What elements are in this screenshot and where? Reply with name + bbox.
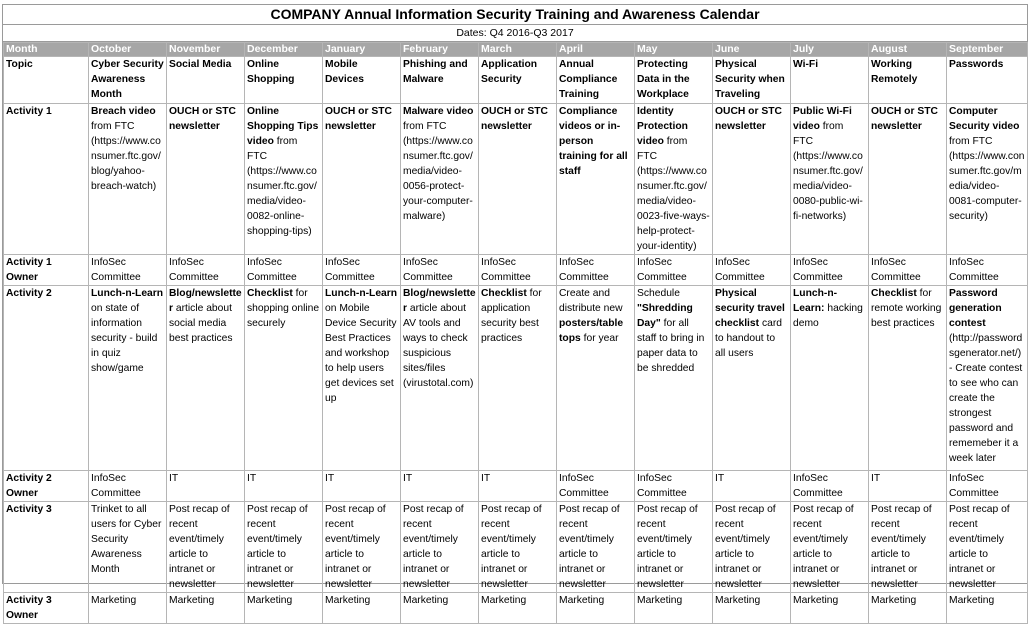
activity-2-text: article about social media best practices: [169, 303, 233, 344]
activity-1-cell[interactable]: [791, 104, 869, 255]
activity-2-text: hacking demo: [793, 303, 863, 329]
row-label-activity-1-owner[interactable]: Activity 1 Owner: [4, 255, 89, 286]
activity-1-bold: OUCH or STC newsletter: [871, 106, 938, 132]
activity-3-owner-cell[interactable]: Marketing: [323, 593, 401, 624]
activity-1-bold: Computer Security video: [949, 106, 1020, 132]
activity-2-owner-cell[interactable]: IT: [401, 471, 479, 502]
activity-2-cell[interactable]: [635, 286, 713, 471]
activity-2-owner-cell[interactable]: IT: [245, 471, 323, 502]
activity-2-bold: Lunch-n-Learn:: [793, 288, 838, 314]
activity-3-cell[interactable]: Post recap of recent event/timely article to intranet or newsletter: [245, 502, 323, 593]
activity-1-cell[interactable]: [89, 104, 167, 255]
activity-1-text: from FTC (https://www.consumer.ftc.gov/media/video-0056-protect-your-computer-malware): [403, 121, 473, 222]
activity-2-cell[interactable]: [323, 286, 401, 471]
activity-1-owner-cell[interactable]: InfoSec Committee: [947, 255, 1028, 286]
activity-3-cell[interactable]: Post recap of recent event/timely article to intranet or newsletter: [869, 502, 947, 593]
activity-2-owner-cell[interactable]: InfoSec Committee: [947, 471, 1028, 502]
activity-1-bold: Public Wi-Fi video: [793, 106, 852, 132]
activity-1-cell[interactable]: [167, 104, 245, 255]
topic-cell[interactable]: Annual Compliance Training: [557, 57, 635, 104]
activity-2-bold: Lunch-n-Learn: [91, 288, 164, 299]
activity-2-owner-cell[interactable]: IT: [167, 471, 245, 502]
activity-2-text: Create and distribute new: [559, 288, 623, 314]
activity-2-cell[interactable]: [245, 286, 323, 471]
activity-1-owner-cell[interactable]: InfoSec Committee: [713, 255, 791, 286]
activity-2-owner-cell[interactable]: IT: [869, 471, 947, 502]
row-label-activity-2[interactable]: Activity 2: [4, 286, 89, 471]
activity-2-bold: Lunch-n-Learn: [325, 288, 398, 299]
row-label-activity-2-owner[interactable]: Activity 2 Owner: [4, 471, 89, 502]
activity-1-owner-cell[interactable]: InfoSec Committee: [479, 255, 557, 286]
activity-1-text: from FTC (https://www.consumer.ftc.gov/media/video-0080-public-wi-fi-networks): [793, 121, 863, 222]
activity-3-cell[interactable]: Post recap of recent event/timely article to intranet or newsletter: [635, 502, 713, 593]
activity-1-bold: Malware video: [403, 106, 474, 117]
activity-3-cell[interactable]: Post recap of recent event/timely article to intranet or newsletter: [791, 502, 869, 593]
header-month[interactable]: November: [167, 43, 245, 57]
topic-cell[interactable]: Protecting Data in the Workplace: [635, 57, 713, 104]
activity-3-owner-cell[interactable]: Marketing: [167, 593, 245, 624]
activity-3-owner-cell[interactable]: Marketing: [947, 593, 1028, 624]
topic-cell[interactable]: Phishing and Malware: [401, 57, 479, 104]
row-label-activity-3[interactable]: Activity 3: [4, 502, 89, 593]
calendar-title[interactable]: COMPANY Annual Information Security Training and Awareness Calendar: [3, 5, 1027, 25]
activity-2-owner-cell[interactable]: IT: [323, 471, 401, 502]
activity-2-bold: Checklist: [247, 288, 293, 299]
activity-1-cell[interactable]: [869, 104, 947, 255]
activity-2-owner-cell[interactable]: InfoSec Committee: [89, 471, 167, 502]
activity-3-cell[interactable]: Post recap of recent event/timely article to intranet or newsletter: [401, 502, 479, 593]
activity-1-bold: OUCH or STC newsletter: [325, 106, 392, 132]
activity-1-owner-cell[interactable]: InfoSec Committee: [167, 255, 245, 286]
activity-2-owner-cell[interactable]: InfoSec Committee: [557, 471, 635, 502]
activity-3-owner-cell[interactable]: Marketing: [791, 593, 869, 624]
activity-3-owner-cell[interactable]: Marketing: [713, 593, 791, 624]
activity-2-bold: Blog/newsletter: [169, 288, 242, 314]
activity-2-owner-cell[interactable]: IT: [713, 471, 791, 502]
activity-1-owner-cell[interactable]: InfoSec Committee: [89, 255, 167, 286]
activity-3-owner-cell[interactable]: Marketing: [635, 593, 713, 624]
activity-1-cell[interactable]: [635, 104, 713, 255]
topic-cell[interactable]: Social Media: [167, 57, 245, 104]
activity-1-owner-cell[interactable]: InfoSec Committee: [245, 255, 323, 286]
activity-3-owner-cell[interactable]: Marketing: [245, 593, 323, 624]
activity-2-bold: Password generation contest: [949, 288, 1002, 329]
activity-3-cell[interactable]: Post recap of recent event/timely article to intranet or newsletter: [167, 502, 245, 593]
activity-2-text: on Mobile Device Security Best Practices and workshop to help users get devices set up: [325, 303, 397, 404]
activity-1-cell[interactable]: [713, 104, 791, 255]
header-month-label[interactable]: Month: [4, 43, 89, 57]
activity-2-bold: Checklist: [871, 288, 917, 299]
topic-cell[interactable]: Application Security: [479, 57, 557, 104]
calendar-table: [3, 42, 1028, 624]
activity-3-cell[interactable]: Post recap of recent event/timely article to intranet or newsletter: [557, 502, 635, 593]
topic-cell[interactable]: Passwords: [947, 57, 1028, 104]
row-label-activity-3-owner[interactable]: Activity 3 Owner: [4, 593, 89, 624]
topic-cell[interactable]: Wi-Fi: [791, 57, 869, 104]
header-month[interactable]: April: [557, 43, 635, 57]
activity-1-bold: OUCH or STC newsletter: [481, 106, 548, 132]
activity-2-cell[interactable]: [89, 286, 167, 471]
activity-2-text: on state of information security - build in quiz show/game: [91, 303, 158, 374]
activity-2-text: for year: [580, 333, 619, 344]
activity-3-owner-cell[interactable]: Marketing: [557, 593, 635, 624]
activity-1-bold: Online Shopping Tips video: [247, 106, 319, 147]
row-label-topic[interactable]: Topic: [4, 57, 89, 104]
activity-3-owner-cell[interactable]: Marketing: [869, 593, 947, 624]
activity-2-cell[interactable]: [713, 286, 791, 471]
activity-1-owner-cell[interactable]: InfoSec Committee: [869, 255, 947, 286]
header-month[interactable]: May: [635, 43, 713, 57]
activity-1-text: from FTC (https://www.consumer.ftc.gov/blog/yahoo-breach-watch): [91, 121, 161, 192]
activity-1-bold: Compliance videos or in-person training for all staff: [559, 106, 628, 177]
activity-1-cell[interactable]: [557, 104, 635, 255]
activity-3-owner-cell[interactable]: Marketing: [401, 593, 479, 624]
activity-1-bold: Identity Protection video: [637, 106, 688, 147]
header-month[interactable]: December: [245, 43, 323, 57]
activity-2-cell[interactable]: [791, 286, 869, 471]
topic-cell[interactable]: Physical Security when Traveling: [713, 57, 791, 104]
activity-1-owner-cell[interactable]: InfoSec Committee: [401, 255, 479, 286]
activity-2-bold: posters/table tops: [559, 318, 624, 344]
activity-2-text: for shopping online securely: [247, 288, 320, 329]
activity-2-cell[interactable]: [869, 286, 947, 471]
activity-3-cell[interactable]: Post recap of recent event/timely article to intranet or newsletter: [479, 502, 557, 593]
activity-1-text: from FTC (https://www.consumer.ftc.gov/media/video-0023-five-ways-help-protect-your-identity): [637, 136, 710, 252]
date-range[interactable]: Dates: Q4 2016-Q3 2017: [3, 25, 1027, 42]
row-label-activity-1[interactable]: Activity 1: [4, 104, 89, 255]
activity-2-owner-cell[interactable]: InfoSec Committee: [791, 471, 869, 502]
topic-cell[interactable]: Online Shopping: [245, 57, 323, 104]
topic-cell[interactable]: Mobile Devices: [323, 57, 401, 104]
activity-1-owner-cell[interactable]: InfoSec Committee: [557, 255, 635, 286]
activity-1-cell[interactable]: [401, 104, 479, 255]
activity-1-cell[interactable]: [245, 104, 323, 255]
header-month[interactable]: June: [713, 43, 791, 57]
activity-1-bold: OUCH or STC newsletter: [715, 106, 782, 132]
activity-1-owner-cell[interactable]: InfoSec Committee: [323, 255, 401, 286]
activity-3-owner-cell[interactable]: Marketing: [89, 593, 167, 624]
activity-1-owner-cell[interactable]: InfoSec Committee: [635, 255, 713, 286]
activity-2-text: Schedule: [637, 288, 680, 299]
activity-2-bold: Blog/newsletter: [403, 288, 476, 314]
topic-cell[interactable]: Cyber Security Awareness Month: [89, 57, 167, 104]
activity-2-cell[interactable]: [401, 286, 479, 471]
topic-cell[interactable]: Working Remotely: [869, 57, 947, 104]
activity-2-text: article about AV tools and ways to check suspicious sites/files (virustotal.com): [403, 303, 474, 389]
activity-2-cell[interactable]: [947, 286, 1028, 471]
activity-2-text: for all staff to bring in paper data to be shredded: [637, 318, 705, 374]
activity-1-cell[interactable]: [947, 104, 1028, 255]
activity-1-text: from FTC (https://www.consumer.ftc.gov/media/video-0082-online-shopping-tips): [247, 136, 317, 237]
activity-2-cell[interactable]: [167, 286, 245, 471]
activity-2-cell[interactable]: [479, 286, 557, 471]
activity-3-owner-cell[interactable]: Marketing: [479, 593, 557, 624]
header-month[interactable]: September: [947, 43, 1028, 57]
activity-1-bold: Breach video: [91, 106, 156, 117]
activity-2-text: (http://passwordsgenerator.net/) - Create contest to see who can create the strongest password and rememeber it a week later: [949, 333, 1023, 464]
activity-2-bold: Physical security travel checklist: [715, 288, 785, 329]
activity-3-cell[interactable]: Post recap of recent event/timely article to intranet or newsletter: [947, 502, 1028, 593]
header-month[interactable]: January: [323, 43, 401, 57]
header-month[interactable]: October: [89, 43, 167, 57]
spreadsheet: [2, 4, 1028, 621]
activity-2-owner-cell[interactable]: InfoSec Committee: [635, 471, 713, 502]
activity-2-owner-cell[interactable]: IT: [479, 471, 557, 502]
activity-1-bold: OUCH or STC newsletter: [169, 106, 236, 132]
activity-2-text: for application security best practices: [481, 288, 542, 344]
header-month[interactable]: July: [791, 43, 869, 57]
activity-2-bold: "Shredding Day": [637, 303, 693, 329]
header-month[interactable]: February: [401, 43, 479, 57]
activity-3-cell[interactable]: Post recap of recent event/timely article to intranet or newsletter: [713, 502, 791, 593]
activity-3-cell[interactable]: Trinket to all users for Cyber Security Awareness Month: [89, 502, 167, 593]
activity-2-cell[interactable]: [557, 286, 635, 471]
activity-1-text: from FTC (https://www.consumer.ftc.gov/media/video-0081-computer-security): [949, 136, 1025, 222]
activity-3-cell[interactable]: Post recap of recent event/timely article to intranet or newsletter: [323, 502, 401, 593]
activity-1-cell[interactable]: [479, 104, 557, 255]
activity-1-owner-cell[interactable]: InfoSec Committee: [791, 255, 869, 286]
activity-2-text: card to handout to all users: [715, 318, 782, 359]
header-month[interactable]: August: [869, 43, 947, 57]
activity-2-text: for remote working best practices: [871, 288, 942, 329]
activity-2-bold: Checklist: [481, 288, 527, 299]
activity-1-cell[interactable]: [323, 104, 401, 255]
header-month[interactable]: March: [479, 43, 557, 57]
